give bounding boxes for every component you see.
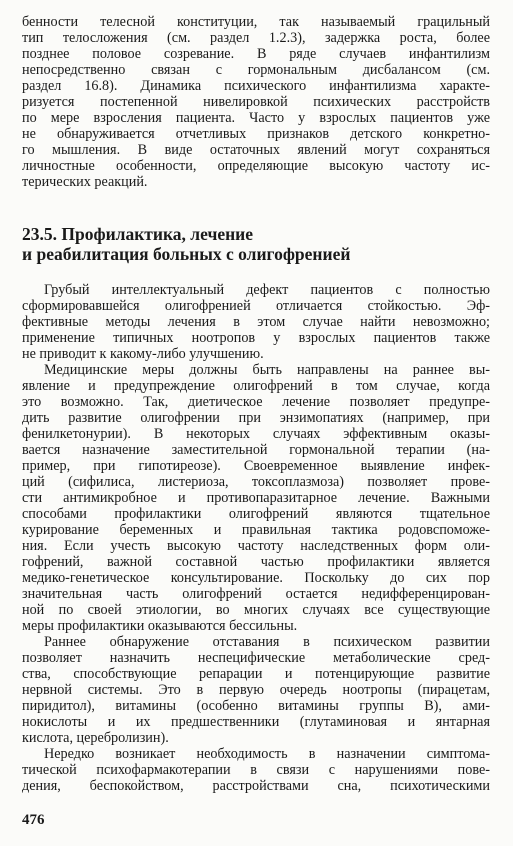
paragraph-3 <box>22 634 490 746</box>
text-line: бенности телесной конституции, так называемый грацильный <box>22 14 490 30</box>
text-line: терических реакций. <box>22 174 148 190</box>
text-line: сформировавшейся олигофренией отличается стойкостью. Эф- <box>22 298 490 314</box>
heading-line: 23.5. Профилактика, лечение <box>22 224 254 244</box>
heading-line: и реабилитация больных с олигофренией <box>22 244 351 264</box>
text-line: кислота, церебролизин). <box>22 730 169 746</box>
text-line: нокислоты и их предшественники (глутаминовая и янтарная <box>22 714 490 730</box>
paragraph-1 <box>22 282 490 362</box>
text-line: Раннее обнаружение отставания в психическом развитии <box>44 634 490 650</box>
text-line: личностные особенности, определяющие высокую частоту ис- <box>22 158 490 174</box>
text-line: значительная часть олигофрений остается недифференцирован- <box>22 586 490 602</box>
text-line: меры профилактики оказываются бессильны. <box>22 618 298 634</box>
text-line: это возможно. Так, диетическое лечение позволяет предупре- <box>22 394 490 410</box>
text-line: дить развитие олигофрении при энзимопатиях (например, при <box>22 410 490 426</box>
text-line: дения, беспокойством, расстройствами сна, психотическими <box>22 778 490 794</box>
text-line: способами профилактики олигофрений являются тщательное <box>22 506 490 522</box>
text-line: непосредственно связан с гормональным дисбалансом (см. <box>22 62 490 78</box>
text-line: явление и предупреждение олигофрений в том случае, когда <box>22 378 490 394</box>
intro-paragraph <box>22 14 490 190</box>
text-line: ной по своей этиологии, во многих случаях все существующие <box>22 602 490 618</box>
text-line: Грубый интеллектуальный дефект пациентов с полностью <box>44 282 490 298</box>
text-line: не обнаруживается отчетливых признаков детского конкретно- <box>22 126 490 142</box>
text-line: сти антимикробное и противопаразитарное лечение. Важными <box>22 490 490 506</box>
text-line: Медицинские меры должны быть направлены на раннее вы- <box>44 362 490 378</box>
text-line: фенилкетонурии). В некоторых случаях эффективным оказы- <box>22 426 490 442</box>
text-line: тип телосложения (см. раздел 1.2.3), задержка роста, более <box>22 30 490 46</box>
text-line: позднее половое созревание. В ряде случаев инфантилизм <box>22 46 490 62</box>
text-line: гофрений, важной составной частью профилактики является <box>22 554 490 570</box>
paragraph-2 <box>22 362 490 634</box>
text-line: ства, способствующие репарации и потенцирующие развитие <box>22 666 490 682</box>
text-line: курирование беременных и правильная тактика родовспоможе- <box>22 522 490 538</box>
text-line: Нередко возникает необходимость в назначении симптома- <box>44 746 490 762</box>
text-line: раздел 16.8). Динамика психического инфантилизма характе- <box>22 78 490 94</box>
text-line: фективные методы лечения в этом случае найти невозможно; <box>22 314 490 330</box>
text-line: го мышления. В виде остаточных явлений могут сохраняться <box>22 142 490 158</box>
text-line: медико-генетическое консультирование. Поскольку до сих пор <box>22 570 490 586</box>
text-line: применение типичных ноотропов у взрослых пациентов также <box>22 330 490 346</box>
text-line: ния. Если учесть высокую частоту наследственных форм оли- <box>22 538 490 554</box>
text-line: ций (сифилиса, листериоза, токсоплазмоза) позволяет прове- <box>22 474 490 490</box>
text-line: пример, при гипотиреозе). Своевременное выявление инфек- <box>22 458 490 474</box>
text-line: позволяет назначить неспецифические метаболические сред- <box>22 650 490 666</box>
text-line: по мере взросления пациента. Часто у взрослых пациентов уже <box>22 110 490 126</box>
page-number: 476 <box>22 812 45 828</box>
text-line: пиридитол), витамины (особенно витамины группы В), ами- <box>22 698 490 714</box>
text-line: ризуется постепенной нивелировкой психических расстройств <box>22 94 490 110</box>
text-line: тической психофармакотерапии в связи с нарушениями пове- <box>22 762 490 778</box>
text-line: не приводит к какому-либо улучшению. <box>22 346 264 362</box>
section-heading <box>22 224 490 264</box>
text-line: вается назначение заместительной гормональной терапии (на- <box>22 442 490 458</box>
paragraph-4 <box>22 746 490 794</box>
text-line: нервной системы. Это в первую очередь ноотропы (пирацетам, <box>22 682 490 698</box>
